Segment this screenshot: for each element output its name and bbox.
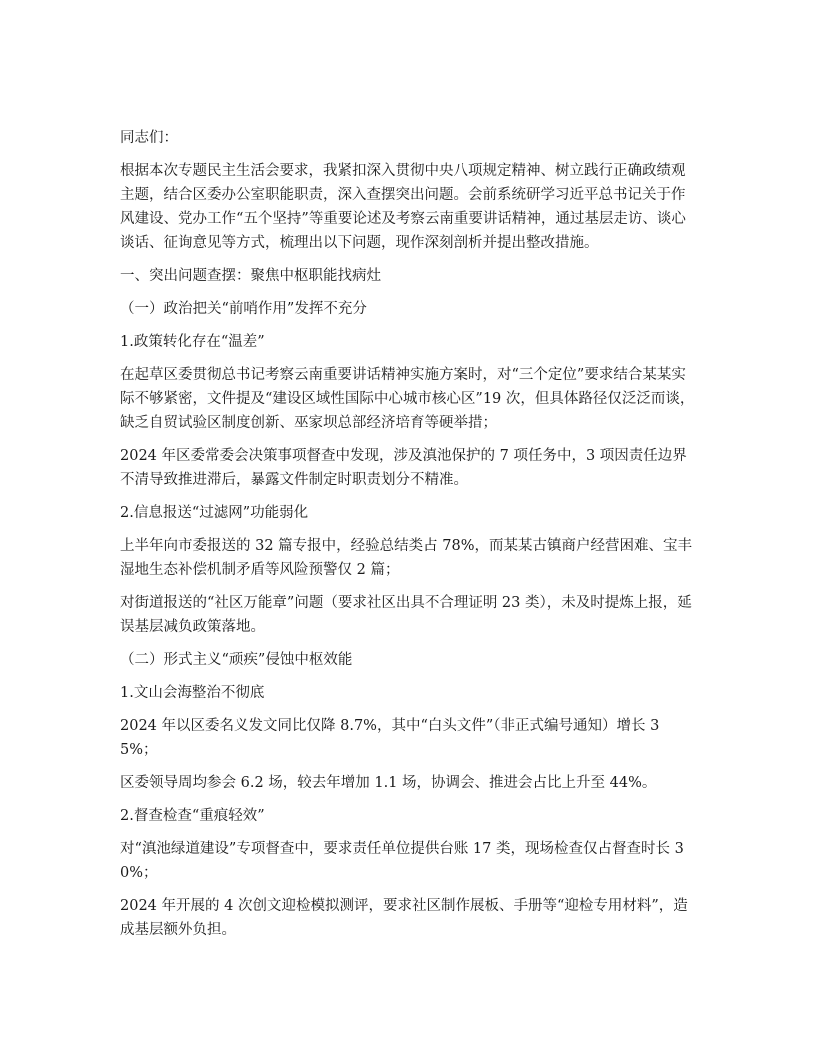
body-paragraph: 2024 年以区委名义发文同比仅降 8.7%，其中“白头文件”（非正式编号通知）增长 35%； — [120, 718, 660, 758]
intro-paragraph: 根据本次专题民主生活会要求，我紧扣深入贯彻中央八项规定精神、树立践行正确政绩观主题，结合区委办公室职能职责，深入查摆突出问题。会前系统研学习近平总书记关于作风建设、党办工作“五个坚持”等重要论述及考察云南重要讲话精神，通过基层走访、谈心谈话、征询意见等方式，梳理出以下问题，现作深刻剖析并提出整改措施。 — [120, 163, 686, 251]
body-paragraph: 对街道报送的“社区万能章”问题（要求社区出具不合理证明 23 类），未及时提炼上报，延误基层减负政策落地。 — [120, 595, 692, 635]
item-heading-1-1: 1.政策转化存在“温差” — [120, 334, 265, 350]
body-paragraph: 在起草区委贯彻总书记考察云南重要讲话精神实施方案时，对“三个定位”要求结合某某实际不够紧密，文件提及“建设区域性国际中心城市核心区”19 次，但具体路径仅泛泛而谈，缺乏自贸试验区制度创新、巫家坝总部经济培育等硬举措； — [120, 367, 695, 431]
body-paragraph: 2024 年开展的 4 次创文迎检模拟测评，要求社区制作展板、手册等“迎检专用材料”，造成基层额外负担。 — [120, 898, 688, 938]
salutation: 同志们： — [120, 130, 178, 146]
item-heading-2-2: 2.督查检查“重痕轻效” — [120, 808, 265, 824]
item-heading-2-1: 1.文山会海整治不彻底 — [120, 685, 265, 701]
section-heading-1: 一、突出问题查摆：聚焦中枢职能找病灶 — [120, 268, 381, 284]
body-paragraph: 2024 年区委常委会决策事项督查中发现，涉及滇池保护的 7 项任务中，3 项因责任边界不清导致推进滞后，暴露文件制定时职责划分不精准。 — [120, 448, 687, 488]
body-paragraph: 区委领导周均参会 6.2 场，较去年增加 1.1 场，协调会、推进会占比上升至 44%。 — [120, 775, 657, 791]
subsection-heading-1: （一）政治把关“前哨作用”发挥不充分 — [120, 301, 367, 317]
body-paragraph: 上半年向市委报送的 32 篇专报中，经验总结类占 78%，而某某古镇商户经营困难、宝丰湿地生态补偿机制矛盾等风险预警仅 2 篇； — [120, 538, 693, 578]
document-body — [120, 126, 696, 951]
subsection-heading-2: （二）形式主义“顽疾”侵蚀中枢效能 — [120, 652, 353, 668]
item-heading-1-2: 2.信息报送“过滤网”功能弱化 — [120, 505, 309, 521]
body-paragraph: 对“滇池绿道建设”专项督查中，要求责任单位提供台账 17 类，现场检查仅占督查时长 30%； — [120, 841, 684, 881]
